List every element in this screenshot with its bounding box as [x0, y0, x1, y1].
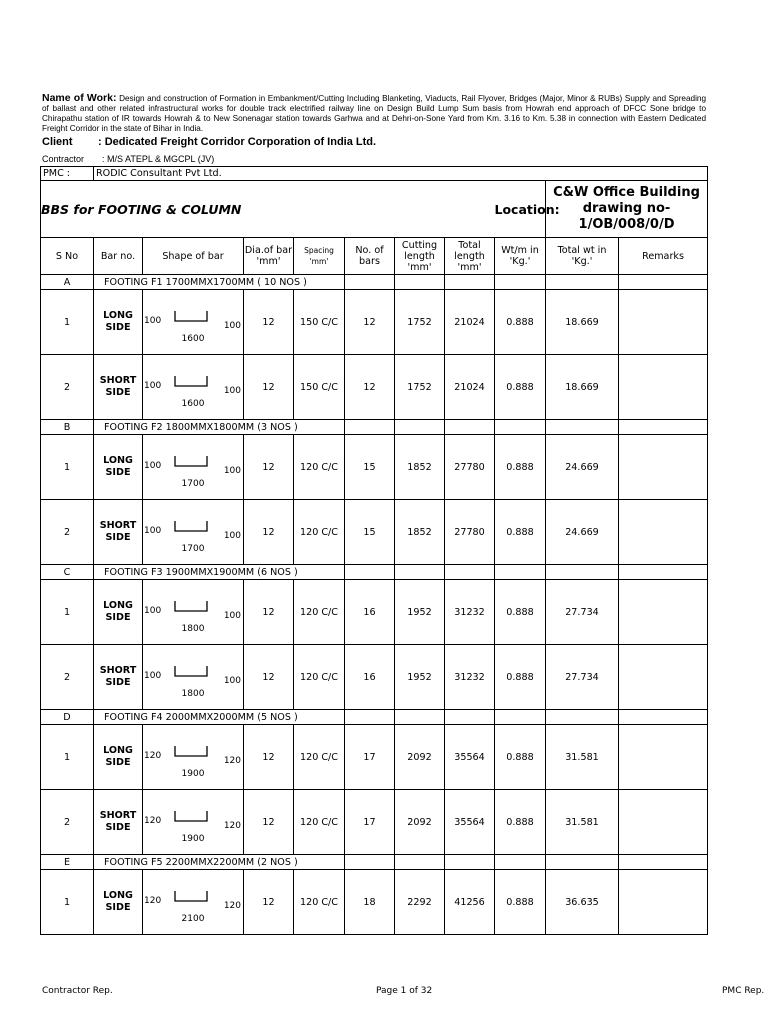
footer-pmc-rep: PMC Rep. — [722, 986, 765, 996]
dia-cell: 12 — [244, 725, 294, 790]
table-row — [41, 580, 708, 645]
bent-bar-icon — [173, 310, 209, 324]
cutting-length-cell: 1852 — [395, 500, 445, 565]
column-header-row — [41, 238, 708, 275]
empty-cell — [619, 420, 708, 435]
bent-bar-icon — [173, 455, 209, 469]
contractor-label: Contractor — [42, 154, 85, 164]
empty-cell — [495, 855, 546, 870]
shape-bottom-dim: 1700 — [181, 479, 205, 489]
no-bars-cell: 17 — [345, 790, 395, 855]
shape-right-dim: 100 — [223, 531, 241, 541]
shape-right-dim: 100 — [223, 386, 241, 396]
section-row — [41, 420, 708, 435]
empty-cell — [345, 565, 395, 580]
cutting-length-cell: 2092 — [395, 725, 445, 790]
sno-cell: 1 — [41, 870, 94, 935]
shape-bottom-dim: 1900 — [181, 834, 205, 844]
bar-no-cell — [94, 500, 143, 565]
bar-no-cell — [94, 355, 143, 420]
cutting-length-cell: 1752 — [395, 290, 445, 355]
bar-no-line2: SIDE — [105, 822, 131, 833]
no-bars-cell: 12 — [345, 355, 395, 420]
empty-cell — [619, 855, 708, 870]
bent-bar-icon — [173, 520, 209, 534]
col-remarks: Remarks — [619, 238, 708, 275]
dia-cell: 12 — [244, 645, 294, 710]
bar-no-cell — [94, 290, 143, 355]
contractor-value: : M/S ATEPL & MGCPL (JV) — [102, 154, 215, 164]
remarks-cell — [619, 435, 708, 500]
bent-bar-icon — [173, 890, 209, 904]
bar-no-cell — [94, 645, 143, 710]
empty-cell — [495, 710, 546, 725]
name-of-work — [42, 93, 706, 134]
bar-no-cell — [94, 870, 143, 935]
dia-cell: 12 — [244, 790, 294, 855]
bar-no-line2: SIDE — [105, 387, 131, 398]
section-row — [41, 855, 708, 870]
no-bars-cell: 16 — [345, 580, 395, 645]
shape-bottom-dim: 1800 — [181, 624, 205, 634]
bar-shape — [143, 727, 243, 787]
empty-cell — [495, 565, 546, 580]
section-id: D — [41, 710, 94, 725]
total-wt-cell: 31.581 — [546, 790, 619, 855]
dia-cell: 12 — [244, 355, 294, 420]
wt-m-cell: 0.888 — [495, 870, 546, 935]
bar-no-line1: LONG — [103, 745, 133, 756]
sno-cell: 1 — [41, 580, 94, 645]
empty-cell — [546, 710, 619, 725]
spacing-cell: 120 C/C — [294, 790, 345, 855]
cutting-length-cell: 1952 — [395, 580, 445, 645]
dia-cell: 12 — [244, 435, 294, 500]
no-bars-cell: 18 — [345, 870, 395, 935]
spacing-cell: 120 C/C — [294, 645, 345, 710]
bar-no-line1: LONG — [103, 890, 133, 901]
empty-cell — [546, 855, 619, 870]
remarks-cell — [619, 870, 708, 935]
wt-m-cell: 0.888 — [495, 355, 546, 420]
empty-cell — [395, 565, 445, 580]
empty-cell — [445, 855, 495, 870]
section-row — [41, 710, 708, 725]
spacing-cell: 120 C/C — [294, 725, 345, 790]
cutting-length-cell: 1852 — [395, 435, 445, 500]
no-bars-cell: 17 — [345, 725, 395, 790]
empty-cell — [495, 275, 546, 290]
bent-bar-icon — [173, 665, 209, 679]
spacing-cell: 120 C/C — [294, 580, 345, 645]
bar-shape — [143, 582, 243, 642]
bar-no-line1: LONG — [103, 310, 133, 321]
wt-m-cell: 0.888 — [495, 790, 546, 855]
empty-cell — [395, 710, 445, 725]
shape-bottom-dim: 1800 — [181, 689, 205, 699]
shape-cell — [143, 645, 244, 710]
spacing-cell: 120 C/C — [294, 500, 345, 565]
shape-cell — [143, 355, 244, 420]
col-bar-no: Bar no. — [94, 238, 143, 275]
sno-cell: 2 — [41, 645, 94, 710]
wt-m-cell: 0.888 — [495, 435, 546, 500]
empty-cell — [345, 855, 395, 870]
section-title: FOOTING F5 2200MMX2200MM (2 NOS ) — [94, 855, 345, 870]
table-row — [41, 790, 708, 855]
empty-cell — [546, 565, 619, 580]
shape-left-dim: 100 — [144, 671, 162, 681]
dia-cell: 12 — [244, 870, 294, 935]
total-length-cell: 31232 — [445, 645, 495, 710]
remarks-cell — [619, 725, 708, 790]
total-length-cell: 35564 — [445, 725, 495, 790]
client-value: : Dedicated Freight Corridor Corporation of India Ltd. — [98, 136, 377, 148]
total-length-cell: 21024 — [445, 290, 495, 355]
wt-m-cell: 0.888 — [495, 290, 546, 355]
shape-left-dim: 120 — [144, 751, 162, 761]
section-title: FOOTING F4 2000MMX2000MM (5 NOS ) — [94, 710, 345, 725]
wt-m-cell: 0.888 — [495, 580, 546, 645]
bar-no-line1: SHORT — [99, 375, 137, 386]
total-length-cell: 31232 — [445, 580, 495, 645]
empty-cell — [395, 855, 445, 870]
shape-left-dim: 100 — [144, 381, 162, 391]
table-row — [41, 725, 708, 790]
total-wt-cell: 27.734 — [546, 645, 619, 710]
no-bars-cell: 12 — [345, 290, 395, 355]
spacing-cell: 150 C/C — [294, 355, 345, 420]
bar-no-line2: SIDE — [105, 612, 131, 623]
dia-cell: 12 — [244, 290, 294, 355]
wt-m-cell: 0.888 — [495, 500, 546, 565]
empty-cell — [445, 710, 495, 725]
col-spacing: Spacing 'mm' — [294, 238, 345, 275]
sno-cell: 2 — [41, 500, 94, 565]
dia-cell: 12 — [244, 580, 294, 645]
shape-cell — [143, 790, 244, 855]
bar-no-line2: SIDE — [105, 467, 131, 478]
no-bars-cell: 15 — [345, 435, 395, 500]
footer-page-number: Page 1 of 32 — [376, 986, 433, 996]
bar-shape — [143, 792, 243, 852]
total-wt-cell: 27.734 — [546, 580, 619, 645]
shape-left-dim: 100 — [144, 461, 162, 471]
shape-right-dim: 100 — [223, 611, 241, 621]
shape-bottom-dim: 1600 — [181, 334, 205, 344]
spacing-cell: 120 C/C — [294, 870, 345, 935]
location-label: Location: — [495, 181, 546, 238]
empty-cell — [345, 710, 395, 725]
shape-right-dim: 100 — [223, 321, 241, 331]
bar-no-line1: SHORT — [99, 665, 137, 676]
empty-cell — [619, 275, 708, 290]
total-length-cell: 41256 — [445, 870, 495, 935]
sno-cell: 1 — [41, 435, 94, 500]
remarks-cell — [619, 355, 708, 420]
bent-bar-icon — [173, 745, 209, 759]
bar-shape — [143, 292, 243, 352]
shape-bottom-dim: 2100 — [181, 914, 205, 924]
footer-contractor-rep: Contractor Rep. — [42, 986, 113, 996]
remarks-cell — [619, 290, 708, 355]
remarks-cell — [619, 580, 708, 645]
total-length-cell: 27780 — [445, 435, 495, 500]
bent-bar-icon — [173, 375, 209, 389]
pmc-label: PMC : — [41, 167, 94, 181]
building-drawing: C&W Office Building drawing no- 1/OB/008/0/D — [546, 181, 708, 238]
shape-right-dim: 120 — [223, 756, 241, 766]
shape-bottom-dim: 1900 — [181, 769, 205, 779]
wt-m-cell: 0.888 — [495, 725, 546, 790]
total-length-cell: 27780 — [445, 500, 495, 565]
section-title: FOOTING F3 1900MMX1900MM (6 NOS ) — [94, 565, 345, 580]
remarks-cell — [619, 500, 708, 565]
bbs-table — [40, 166, 708, 935]
empty-cell — [619, 565, 708, 580]
title-row — [41, 181, 708, 238]
cutting-length-cell: 2292 — [395, 870, 445, 935]
section-id: E — [41, 855, 94, 870]
table-row — [41, 435, 708, 500]
total-length-cell: 21024 — [445, 355, 495, 420]
section-id: A — [41, 275, 94, 290]
shape-right-dim: 100 — [223, 466, 241, 476]
table-row — [41, 645, 708, 710]
shape-left-dim: 100 — [144, 606, 162, 616]
wt-m-cell: 0.888 — [495, 645, 546, 710]
empty-cell — [445, 420, 495, 435]
shape-cell — [143, 870, 244, 935]
no-bars-cell: 15 — [345, 500, 395, 565]
name-of-work-label: Name of Work: — [42, 92, 117, 104]
no-bars-cell: 16 — [345, 645, 395, 710]
spacing-cell: 120 C/C — [294, 435, 345, 500]
shape-left-dim: 100 — [144, 316, 162, 326]
empty-cell — [345, 275, 395, 290]
cutting-length-cell: 1752 — [395, 355, 445, 420]
bar-no-cell — [94, 580, 143, 645]
total-wt-cell: 18.669 — [546, 355, 619, 420]
sno-cell: 1 — [41, 725, 94, 790]
table-row — [41, 870, 708, 935]
bar-no-line2: SIDE — [105, 757, 131, 768]
bar-no-line1: LONG — [103, 600, 133, 611]
bar-shape — [143, 647, 243, 707]
shape-right-dim: 120 — [223, 901, 241, 911]
shape-cell — [143, 500, 244, 565]
bar-shape — [143, 437, 243, 497]
section-id: C — [41, 565, 94, 580]
table-row — [41, 355, 708, 420]
empty-cell — [395, 275, 445, 290]
shape-bottom-dim: 1600 — [181, 399, 205, 409]
sno-cell: 2 — [41, 790, 94, 855]
empty-cell — [445, 275, 495, 290]
empty-cell — [395, 420, 445, 435]
total-wt-cell: 24.669 — [546, 500, 619, 565]
col-wt-m: Wt/m in 'Kg.' — [495, 238, 546, 275]
bar-no-line2: SIDE — [105, 322, 131, 333]
sno-cell: 2 — [41, 355, 94, 420]
total-wt-cell: 31.581 — [546, 725, 619, 790]
total-wt-cell: 18.669 — [546, 290, 619, 355]
empty-cell — [619, 710, 708, 725]
shape-cell — [143, 435, 244, 500]
bar-shape — [143, 502, 243, 562]
col-dia: Dia.of bar 'mm' — [244, 238, 294, 275]
shape-left-dim: 120 — [144, 896, 162, 906]
col-sno: S No — [41, 238, 94, 275]
dia-cell: 12 — [244, 500, 294, 565]
remarks-cell — [619, 790, 708, 855]
empty-cell — [345, 420, 395, 435]
client-line — [42, 136, 706, 148]
total-length-cell: 35564 — [445, 790, 495, 855]
bar-no-line1: LONG — [103, 455, 133, 466]
table-row — [41, 500, 708, 565]
section-row — [41, 275, 708, 290]
section-row — [41, 565, 708, 580]
shape-left-dim: 120 — [144, 816, 162, 826]
pmc-row — [41, 167, 708, 181]
shape-cell — [143, 725, 244, 790]
shape-cell — [143, 290, 244, 355]
empty-cell — [546, 420, 619, 435]
bar-no-line1: SHORT — [99, 520, 137, 531]
remarks-cell — [619, 645, 708, 710]
empty-cell — [495, 420, 546, 435]
contractor-line — [42, 154, 706, 164]
bar-no-cell — [94, 725, 143, 790]
total-wt-cell: 24.669 — [546, 435, 619, 500]
spacing-cell: 150 C/C — [294, 290, 345, 355]
name-of-work-text: Design and construction of Formation in Embankment/Cutting Including Blanketing, Viaducts, Rail Flyover, Bridges (Major, Minor & RUBs) Supply and Spreading of ballast and other related infrastructural works for double track electrified railway line on Design Build Lump Sum basis from Howrah end approach of DFCC Sone bridge to Chirapathu station of IR towards Howrah & to New Sonenagar station towards Garhwa and at Dehri-on-Sone Yard from Km. 3.16 to Km. 5.38 in connection with Eastern Dedicated Freight Corridor in the state of Bihar in India. — [42, 94, 707, 133]
bar-no-cell — [94, 790, 143, 855]
shape-right-dim: 100 — [223, 676, 241, 686]
bent-bar-icon — [173, 600, 209, 614]
cutting-length-cell: 2092 — [395, 790, 445, 855]
empty-cell — [445, 565, 495, 580]
bar-no-line2: SIDE — [105, 532, 131, 543]
col-cutting: Cutting length 'mm' — [395, 238, 445, 275]
col-total-wt: Total wt in 'Kg.' — [546, 238, 619, 275]
empty-cell — [546, 275, 619, 290]
bar-no-line1: SHORT — [99, 810, 137, 821]
total-wt-cell: 36.635 — [546, 870, 619, 935]
bar-shape — [143, 872, 243, 932]
shape-cell — [143, 580, 244, 645]
pmc-value: RODIC Consultant Pvt Ltd. — [94, 167, 708, 181]
section-title: FOOTING F2 1800MMX1800MM (3 NOS ) — [94, 420, 345, 435]
col-shape: Shape of bar — [143, 238, 244, 275]
section-title: FOOTING F1 1700MMX1700MM ( 10 NOS ) — [94, 275, 345, 290]
bar-shape — [143, 357, 243, 417]
bent-bar-icon — [173, 810, 209, 824]
sno-cell: 1 — [41, 290, 94, 355]
bbs-title: BBS for FOOTING & COLUMN — [41, 181, 495, 238]
bar-no-cell — [94, 435, 143, 500]
shape-left-dim: 100 — [144, 526, 162, 536]
col-total-length: Total length 'mm' — [445, 238, 495, 275]
cutting-length-cell: 1952 — [395, 645, 445, 710]
col-no-bars: No. of bars — [345, 238, 395, 275]
table-row — [41, 290, 708, 355]
bar-no-line2: SIDE — [105, 902, 131, 913]
client-label: Client — [42, 136, 73, 148]
shape-right-dim: 120 — [223, 821, 241, 831]
section-id: B — [41, 420, 94, 435]
bar-no-line2: SIDE — [105, 677, 131, 688]
shape-bottom-dim: 1700 — [181, 544, 205, 554]
